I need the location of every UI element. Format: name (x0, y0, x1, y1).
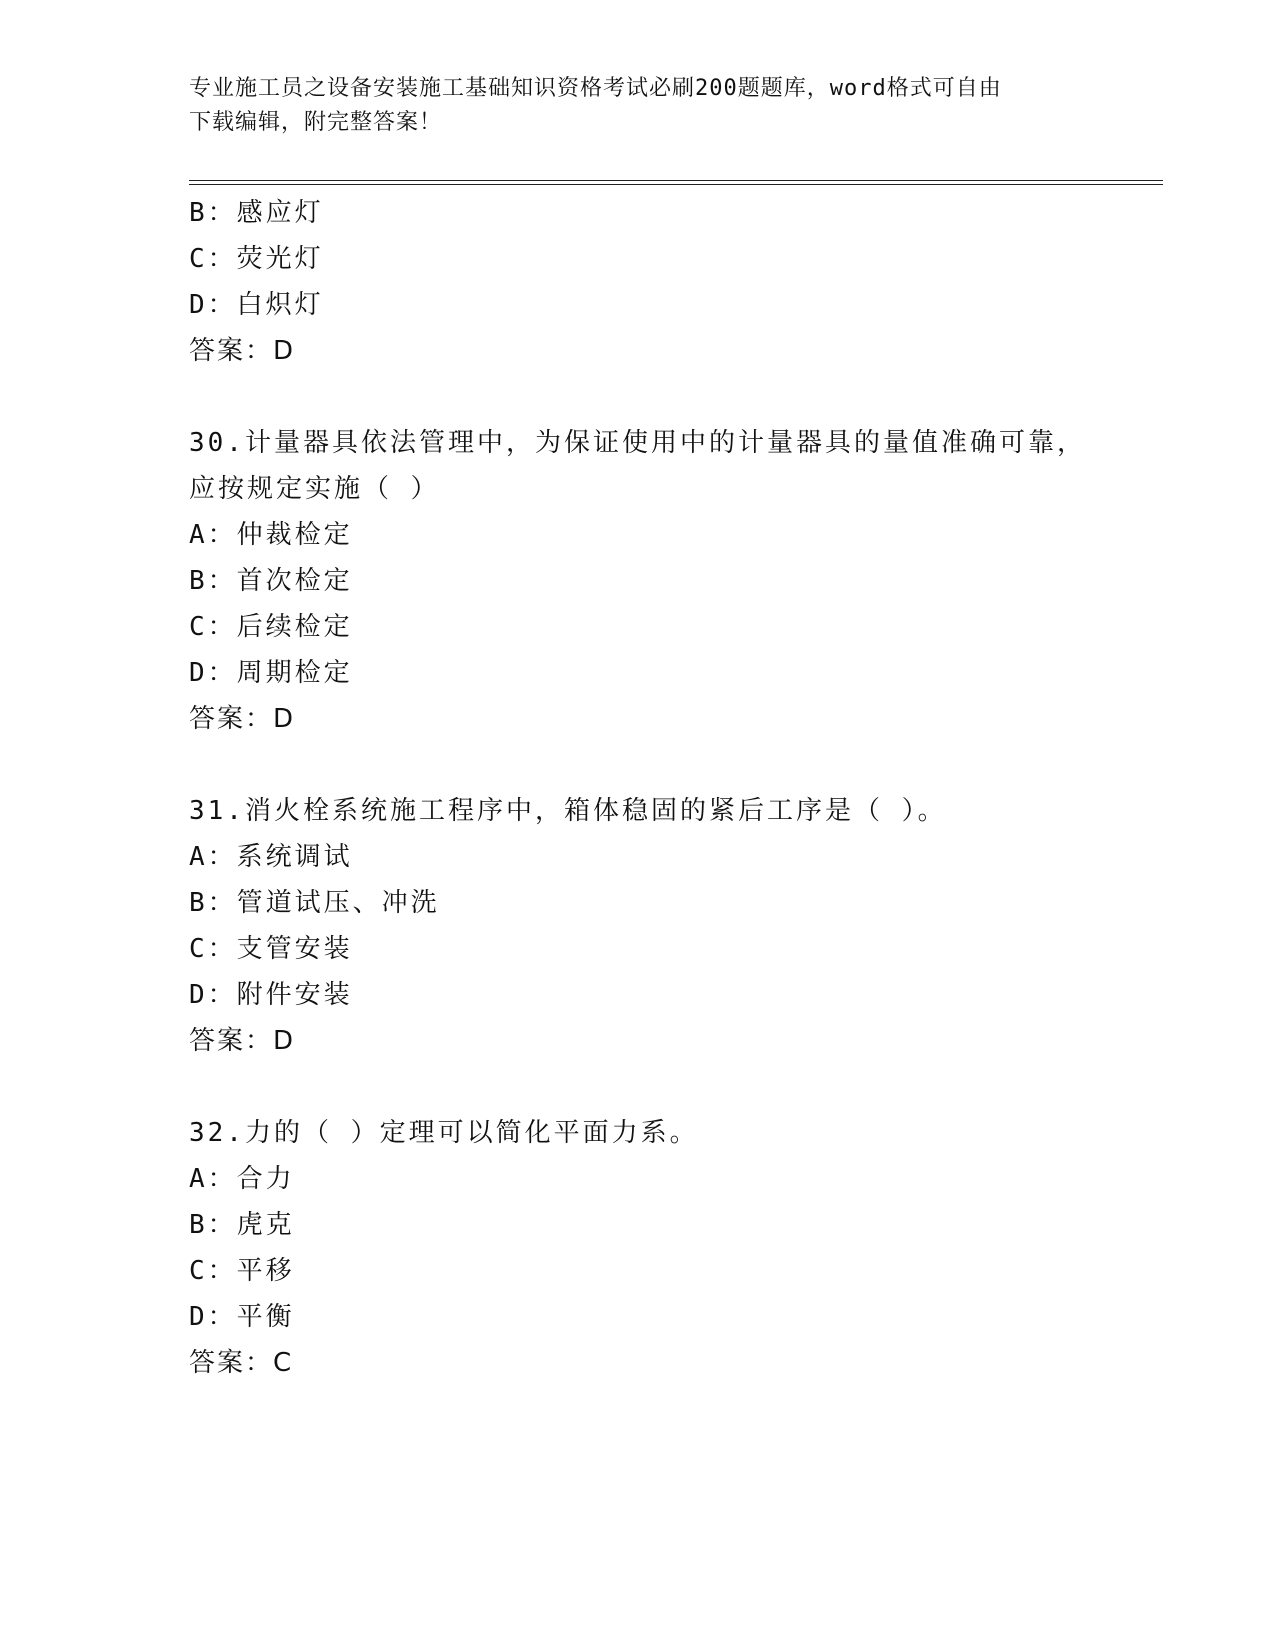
option-a: A：合力 (189, 1164, 295, 1194)
question-list (189, 190, 1163, 1386)
option-c: C：平移 (189, 1256, 295, 1286)
option-b: B：感应灯 (189, 198, 324, 228)
option-d: D：附件安装 (189, 980, 353, 1010)
answer-line: 答案：D (189, 1026, 296, 1056)
option-a: A：系统调试 (189, 842, 353, 872)
question-32 (189, 1110, 1163, 1386)
option-c: C：支管安装 (189, 934, 353, 964)
header-divider-top (189, 180, 1163, 181)
header-line-2: 下载编辑，附完整答案！ (189, 110, 443, 135)
spacer (189, 374, 1163, 420)
option-b: B：首次检定 (189, 566, 353, 596)
question-stem: 30.计量器具依法管理中，为保证使用中的计量器具的量值准确可靠， (189, 428, 1086, 458)
question-29-continued (189, 190, 1163, 374)
option-d: D：白炽灯 (189, 290, 324, 320)
option-d: D：平衡 (189, 1302, 295, 1332)
option-d: D：周期检定 (189, 658, 353, 688)
question-stem: 31.消火栓系统施工程序中，箱体稳固的紧后工序是（ ）。 (189, 796, 947, 826)
spacer (189, 742, 1163, 788)
answer-line: 答案：D (189, 336, 296, 366)
document-header (189, 72, 1069, 140)
question-stem: 应按规定实施（ ） (189, 474, 440, 504)
option-b: B：管道试压、冲洗 (189, 888, 440, 918)
spacer (189, 1064, 1163, 1110)
question-30 (189, 420, 1163, 742)
header-divider-bottom (189, 184, 1163, 185)
option-a: A：仲裁检定 (189, 520, 353, 550)
option-b: B：虎克 (189, 1210, 295, 1240)
question-stem: 32.力的（ ）定理可以简化平面力系。 (189, 1118, 699, 1148)
option-c: C：荧光灯 (189, 244, 324, 274)
answer-line: 答案：D (189, 704, 296, 734)
question-31 (189, 788, 1163, 1064)
header-line-1: 专业施工员之设备安装施工基础知识资格考试必刷200题题库，word格式可自由 (189, 76, 1002, 101)
option-c: C：后续检定 (189, 612, 353, 642)
answer-line: 答案：C (189, 1348, 294, 1378)
